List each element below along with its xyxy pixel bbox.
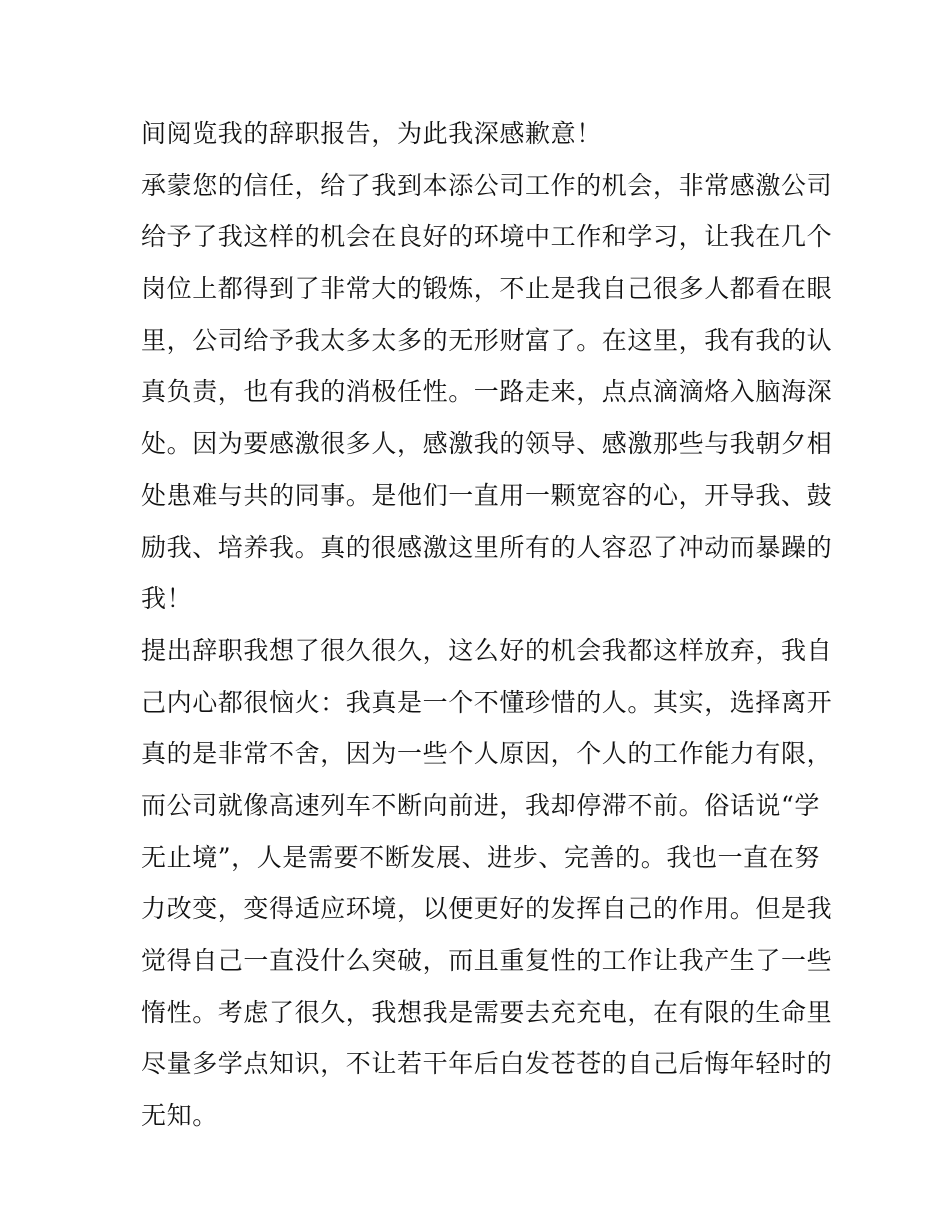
text-line: 力改变，变得适应环境，以便更好的发挥自己的作用。但是我 [141,894,833,924]
text-line: 我！ [141,584,193,614]
text-line: 而公司就像高速列车不断向前进，我却停滞不前。俗话说“学 [141,790,820,820]
text-line: 励我、培养我。真的很感激这里所有的人容忍了冲动而暴躁的 [141,532,833,562]
text-line: 尽量多学点知识，不让若干年后白发苍苍的自己后悔年轻时的 [141,1049,833,1079]
text-line: 给予了我这样的机会在良好的环境中工作和学习，让我在几个 [141,222,833,252]
text-line: 真的是非常不舍，因为一些个人原因，个人的工作能力有限， [141,739,833,769]
text-line: 己内心都很恼火：我真是一个不懂珍惜的人。其实，选择离开 [141,687,833,717]
text-line: 无止境”，人是需要不断发展、进步、完善的。我也一直在努 [141,842,820,872]
text-line: 岗位上都得到了非常大的锻炼，不止是我自己很多人都看在眼 [141,274,833,304]
text-line: 真负责，也有我的消极任性。一路走来，点点滴滴烙入脑海深 [141,377,833,407]
text-line: 间阅览我的辞职报告，为此我深感歉意！ [141,119,602,148]
text-line: 里，公司给予我太多太多的无形财富了。在这里，我有我的认 [141,325,833,355]
resignation-letter-body [141,108,833,1142]
text-line: 无知。 [141,1101,218,1131]
text-line: 惰性。考虑了很久，我想我是需要去充充电，在有限的生命里 [141,997,833,1027]
text-line: 承蒙您的信任，给了我到本添公司工作的机会，非常感激公司 [141,170,833,200]
text-line: 提出辞职我想了很久很久，这么好的机会我都这样放弃，我自 [141,635,833,665]
text-line: 觉得自己一直没什么突破，而且重复性的工作让我产生了一些 [141,946,833,975]
text-line: 处。因为要感激很多人，感激我的领导、感激那些与我朝夕相 [141,429,833,459]
text-line: 处患难与共的同事。是他们一直用一颗宽容的心，开导我、鼓 [141,480,833,510]
